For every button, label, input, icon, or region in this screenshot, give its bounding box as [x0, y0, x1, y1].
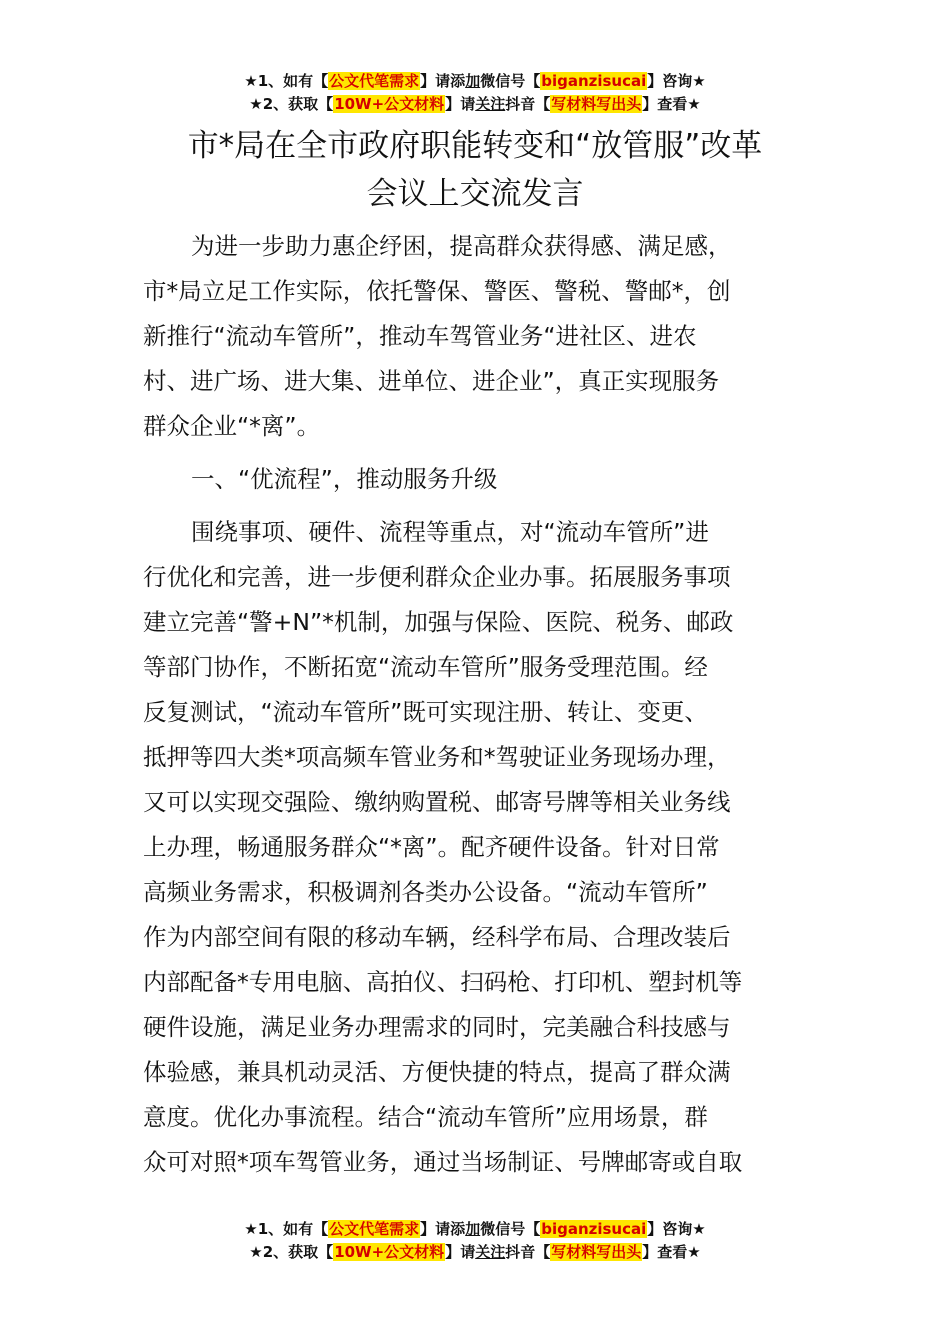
- banner-highlight: 10W+公文材料: [334, 1243, 445, 1261]
- header-banner-line-2: [0, 93, 950, 116]
- banner-highlight: biganzisucai: [541, 72, 647, 90]
- section-heading-text: 一、“优流程”，推动服务升级: [191, 465, 498, 493]
- text-line: 反复测试，“流动车管所”既可实现注册、转让、变更、: [143, 698, 708, 726]
- footer-banner-line-1: [0, 1218, 950, 1241]
- header-banner-line-1: [0, 70, 950, 93]
- banner-underlined-text: 加: [465, 72, 481, 90]
- document-title: [60, 122, 890, 218]
- spacer: [143, 502, 807, 510]
- text-line: 行优化和完善，进一步便利群众企业办事。拓展服务事项: [143, 563, 731, 591]
- text-line: 村、进广场、进大集、进单位、进企业”，真正实现服务: [143, 367, 720, 395]
- banner-underlined-text: 关注: [475, 95, 506, 113]
- banner-text: 】咨询★: [647, 1220, 706, 1238]
- title-line-2: 会议上交流发言: [366, 176, 584, 212]
- banner-highlight: 公文代笔需求: [329, 1220, 420, 1238]
- banner-text: 微信号【: [480, 72, 541, 90]
- spacer: [143, 449, 807, 457]
- text-line: 众可对照*项车驾管业务，通过当场制证、号牌邮寄或自取: [143, 1148, 743, 1176]
- document-body: [143, 224, 807, 1185]
- section-heading-1: [143, 457, 807, 502]
- banner-text: 】请添: [420, 1220, 466, 1238]
- banner-text: ★1、如有【: [244, 1220, 329, 1238]
- text-line: 市*局立足工作实际，依托警保、警医、警税、警邮*，创: [143, 277, 731, 305]
- paragraph-intro: [143, 224, 807, 449]
- banner-highlight: biganzisucai: [541, 1220, 647, 1238]
- banner-text: 】查看★: [642, 95, 701, 113]
- text-line: 体验感，兼具机动灵活、方便快捷的特点，提高了群众满: [143, 1058, 731, 1086]
- text-line: 高频业务需求，积极调剂各类办公设备。“流动车管所”: [143, 878, 708, 906]
- banner-text: ★2、获取【: [249, 95, 334, 113]
- banner-text: 】查看★: [642, 1243, 701, 1261]
- banner-text: ★1、如有【: [244, 72, 329, 90]
- banner-text: 】请: [445, 1243, 476, 1261]
- text-line: 围绕事项、硬件、流程等重点，对“流动车管所”进: [191, 518, 709, 546]
- banner-highlight: 写材料写出头: [551, 1243, 642, 1261]
- paragraph-section-1: [143, 510, 807, 1185]
- banner-text: ★2、获取【: [249, 1243, 334, 1261]
- text-line: 内部配备*专用电脑、高拍仪、扫码枪、打印机、塑封机等: [143, 968, 743, 996]
- banner-highlight: 写材料写出头: [551, 95, 642, 113]
- banner-underlined-text: 关注: [475, 1243, 506, 1261]
- title-line-1: 市*局在全市政府职能转变和“放管服”改革: [187, 128, 763, 164]
- text-line: 抵押等四大类*项高频车管业务和*驾驶证业务现场办理，: [143, 743, 731, 771]
- text-line: 意度。优化办事流程。结合“流动车管所”应用场景，群: [143, 1103, 708, 1131]
- footer-banner: [0, 1218, 950, 1264]
- banner-text: 】咨询★: [647, 72, 706, 90]
- footer-banner-line-2: [0, 1241, 950, 1264]
- text-line: 硬件设施，满足业务办理需求的同时，完美融合科技感与: [143, 1013, 731, 1041]
- banner-text: 】请添: [420, 72, 466, 90]
- text-line: 新推行“流动车管所”，推动车驾管业务“进社区、进农: [143, 322, 697, 350]
- text-line: 上办理，畅通服务群众“*离”。配齐硬件设备。针对日常: [143, 833, 720, 861]
- banner-highlight: 10W+公文材料: [334, 95, 445, 113]
- text-line: 又可以实现交强险、缴纳购置税、邮寄号牌等相关业务线: [143, 788, 731, 816]
- text-line: 建立完善“警+N”*机制，加强与保险、医院、税务、邮政: [143, 608, 734, 636]
- banner-text: 抖音【: [505, 1243, 551, 1261]
- banner-highlight: 公文代笔需求: [329, 72, 420, 90]
- banner-underlined-text: 加: [465, 1220, 481, 1238]
- text-line: 为进一步助力惠企纾困，提高群众获得感、满足感，: [191, 232, 732, 260]
- banner-text: 微信号【: [480, 1220, 541, 1238]
- banner-text: 抖音【: [505, 95, 551, 113]
- banner-text: 】请: [445, 95, 476, 113]
- text-line: 作为内部空间有限的移动车辆，经科学布局、合理改装后: [143, 923, 731, 951]
- text-line: 群众企业“*离”。: [143, 412, 321, 440]
- header-banner: [0, 70, 950, 116]
- text-line: 等部门协作，不断拓宽“流动车管所”服务受理范围。经: [143, 653, 708, 681]
